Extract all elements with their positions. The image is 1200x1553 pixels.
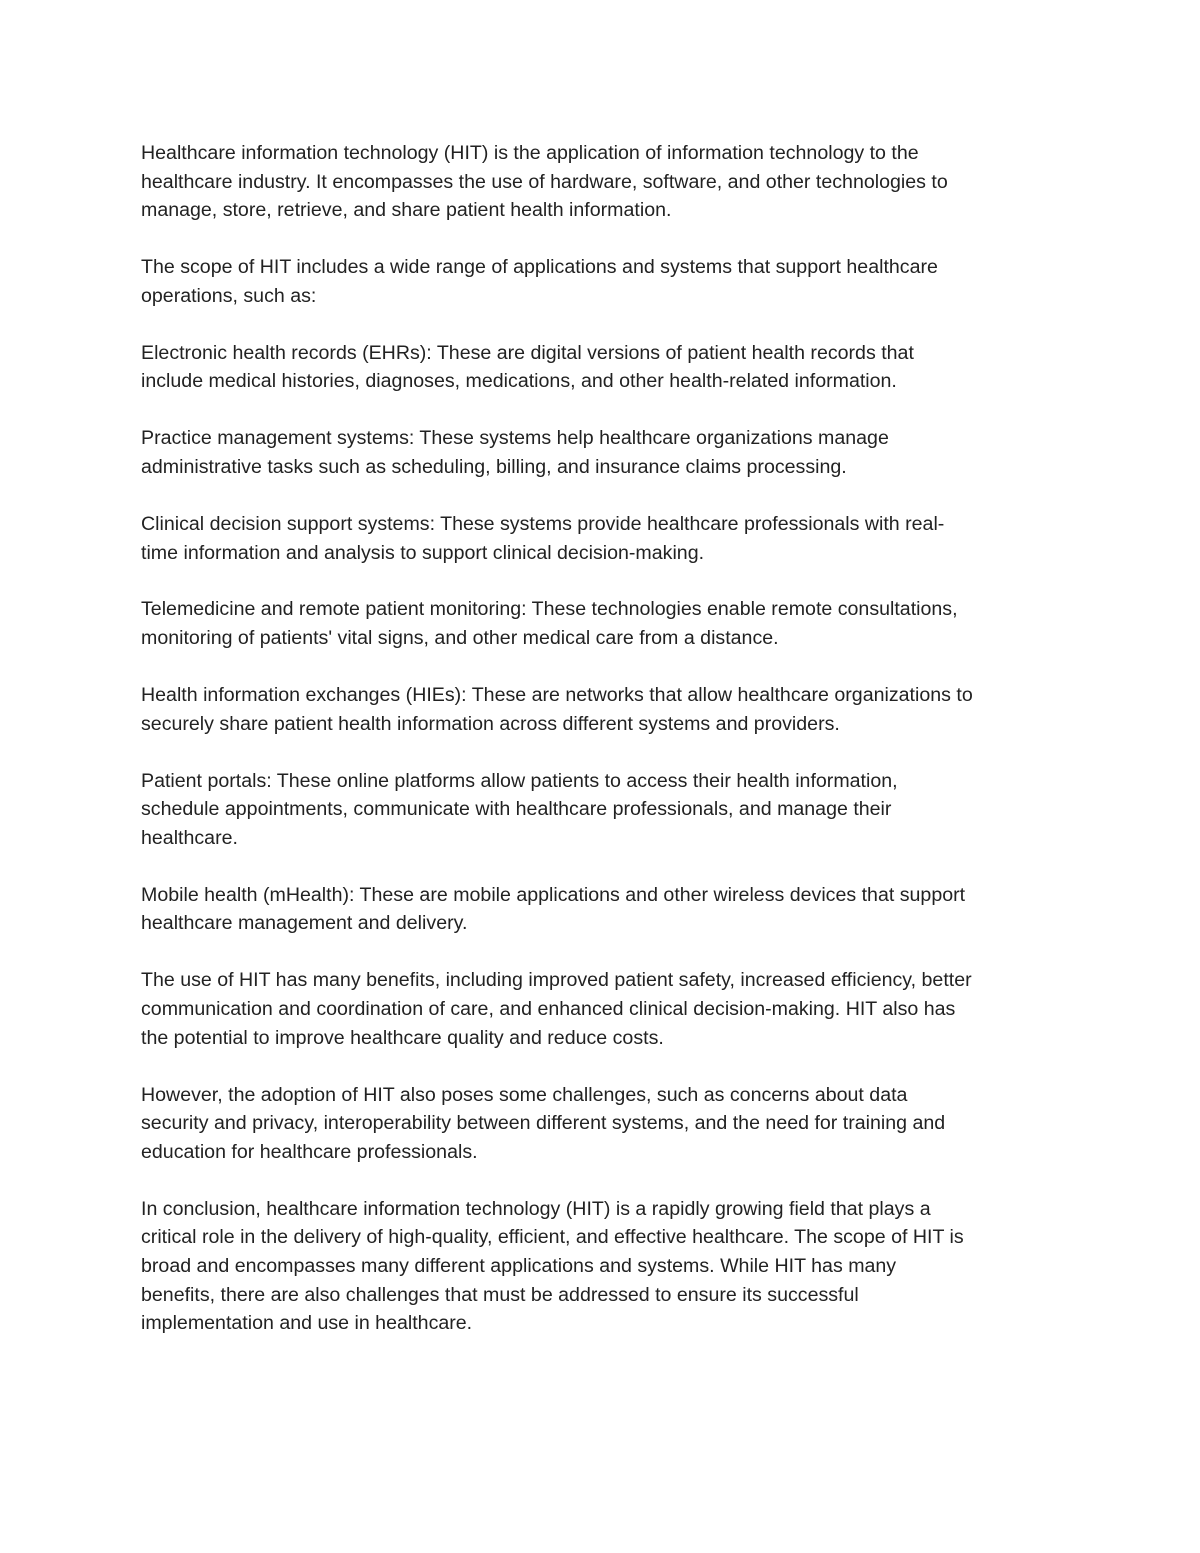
paragraph-line: healthcare industry. It encompasses the use of hardware, software, and other technologies to [141, 170, 948, 193]
paragraph-line: the potential to improve healthcare quality and reduce costs. [141, 1026, 664, 1049]
paragraph-line: education for healthcare professionals. [141, 1140, 478, 1163]
paragraph-line: benefits, there are also challenges that must be addressed to ensure its successful [141, 1283, 859, 1306]
paragraph-line: healthcare management and delivery. [141, 912, 468, 935]
paragraph-line: operations, such as: [141, 284, 317, 307]
paragraph-line: Telemedicine and remote patient monitoring: These technologies enable remote consultations, [141, 598, 958, 621]
paragraph-line: Electronic health records (EHRs): These are digital versions of patient health records that [141, 341, 914, 364]
paragraph [141, 767, 1071, 853]
paragraph [141, 681, 1071, 738]
paragraph-line: However, the adoption of HIT also poses some challenges, such as concerns about data [141, 1083, 908, 1106]
paragraph-line: In conclusion, healthcare information technology (HIT) is a rapidly growing field that plays a [141, 1197, 931, 1220]
paragraph-line: administrative tasks such as scheduling, billing, and insurance claims processing. [141, 455, 847, 478]
paragraph-line: Practice management systems: These systems help healthcare organizations manage [141, 427, 889, 450]
paragraph-line: The use of HIT has many benefits, including improved patient safety, increased efficiency, better [141, 969, 972, 992]
paragraph-line: healthcare. [141, 826, 238, 849]
paragraph [141, 139, 1071, 225]
paragraph-line: manage, store, retrieve, and share patient health information. [141, 199, 672, 222]
paragraph-line: security and privacy, interoperability between different systems, and the need for training and [141, 1112, 946, 1135]
paragraph-line: implementation and use in healthcare. [141, 1312, 473, 1335]
paragraph [141, 881, 1071, 938]
paragraph-line: Healthcare information technology (HIT) is the application of information technology to the [141, 142, 919, 164]
paragraph [141, 595, 1071, 652]
paragraph-line: Patient portals: These online platforms allow patients to access their health information, [141, 769, 898, 792]
paragraph [141, 1195, 1071, 1338]
paragraph-line: Health information exchanges (HIEs): These are networks that allow healthcare organizations to [141, 684, 973, 707]
paragraph-line: critical role in the delivery of high-quality, efficient, and effective healthcare. The scope of HIT is [141, 1226, 964, 1249]
paragraph [141, 253, 1071, 310]
paragraph-line: broad and encompasses many different applications and systems. While HIT has many [141, 1254, 897, 1277]
paragraph [141, 339, 1071, 396]
paragraph-line: time information and analysis to support clinical decision-making. [141, 541, 705, 564]
document-body [141, 139, 1071, 1366]
paragraph-line: securely share patient health information across different systems and providers. [141, 712, 840, 735]
paragraph-line: monitoring of patients' vital signs, and other medical care from a distance. [141, 627, 779, 650]
paragraph [141, 966, 1071, 1052]
paragraph-line: include medical histories, diagnoses, medications, and other health-related information. [141, 370, 897, 393]
paragraph [141, 1081, 1071, 1167]
paragraph-line: schedule appointments, communicate with healthcare professionals, and manage their [141, 798, 892, 821]
paragraph-line: Mobile health (mHealth): These are mobile applications and other wireless devices that support [141, 883, 966, 906]
paragraph [141, 510, 1071, 567]
paragraph [141, 424, 1071, 481]
paragraph-line: Clinical decision support systems: These systems provide healthcare professionals with real- [141, 512, 945, 535]
paragraph-line: The scope of HIT includes a wide range of applications and systems that support healthcare [141, 256, 938, 279]
paragraph-line: communication and coordination of care, and enhanced clinical decision-making. HIT also has [141, 997, 956, 1020]
